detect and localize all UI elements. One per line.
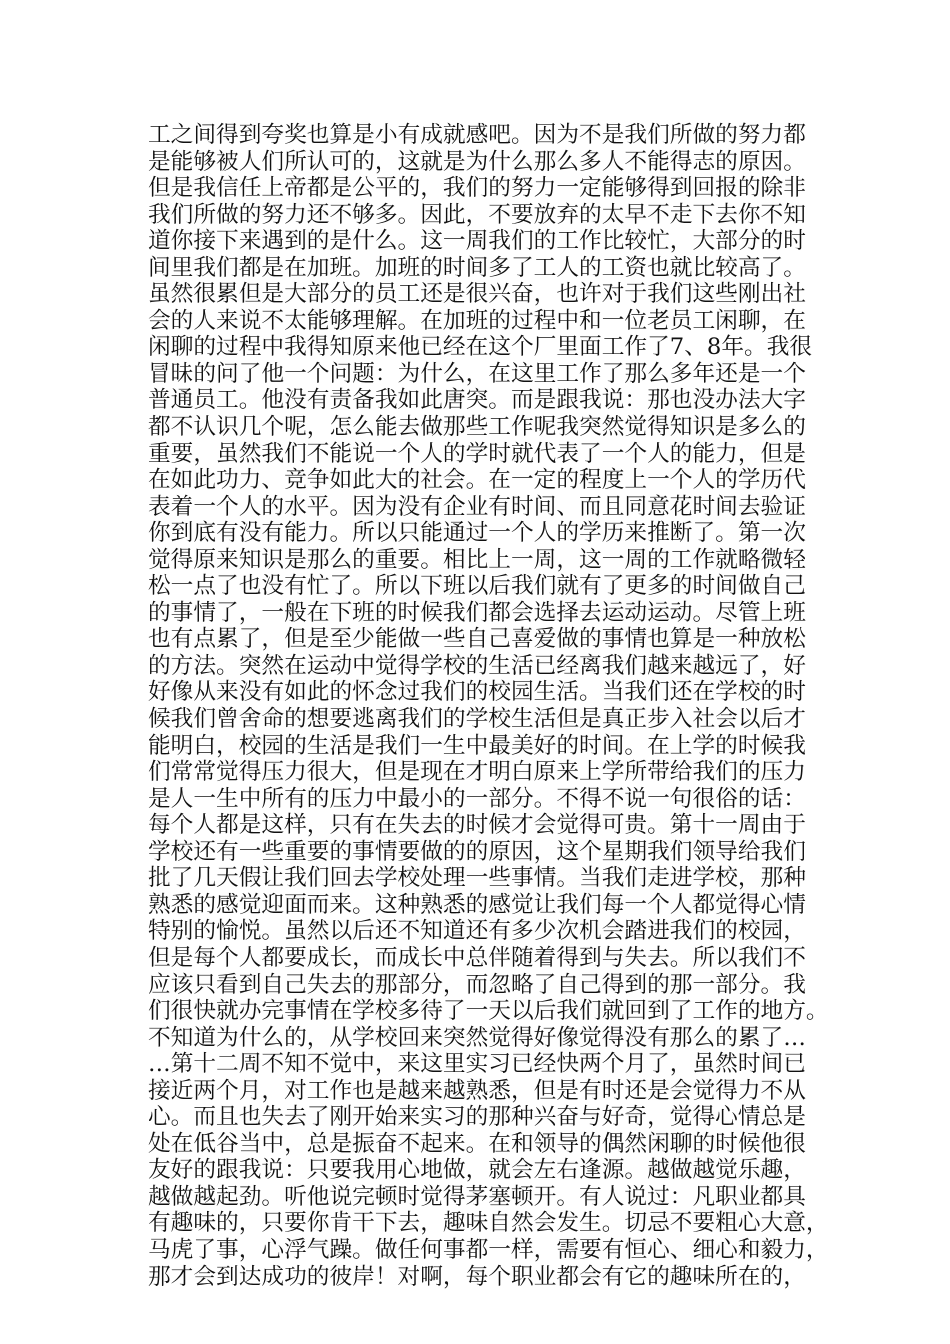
text-line: 在如此功力、竞争如此大的社会。在一定的程度上一个人的学历代 — [148, 467, 806, 494]
text-line: 心。而且也失去了刚开始来实习的那种兴奋与好奇，觉得心情总是 — [148, 1104, 806, 1131]
text-line: 的方法。突然在运动中觉得学校的生活已经离我们越来越远了，好 — [148, 652, 806, 679]
text-line: 道你接下来遇到的是什么。这一周我们的工作比较忙，大部分的时 — [148, 228, 806, 255]
text-line: 闲聊的过程中我得知原来他已经在这个厂里面工作了7、8年。我很 — [148, 334, 813, 361]
text-line: 工之间得到夸奖也算是小有成就感吧。因为不是我们所做的努力都 — [148, 122, 806, 148]
text-line: 会的人来说不太能够理解。在加班的过程中和一位老员工闲聊，在 — [148, 307, 806, 334]
text-line: 都不认识几个呢，怎么能去做那些工作呢我突然觉得知识是多么的 — [148, 414, 806, 441]
text-line: 每个人都是这样，只有在失去的时候才会觉得可贵。第十一周由于 — [148, 812, 806, 839]
text-line: …第十二周不知不觉中，来这里实习已经快两个月了，虽然时间已 — [148, 1051, 806, 1078]
text-line: 的事情了，一般在下班的时候我们都会选择去运动运动。尽管上班 — [148, 599, 806, 626]
text-line: 冒昧的问了他一个问题：为什么，在这里工作了那么多年还是一个 — [148, 360, 806, 387]
text-line: 批了几天假让我们回去学校处理一些事情。当我们走进学校，那种 — [148, 865, 806, 892]
text-line: 虽然很累但是大部分的员工还是很兴奋，也许对于我们这些刚出社 — [148, 281, 806, 308]
text-line: 们常常觉得压力很大，但是现在才明白原来上学所带给我们的压力 — [148, 759, 806, 786]
text-line: 你到底有没有能力。所以只能通过一个人的学历来推断了。第一次 — [148, 520, 806, 547]
text-line: 表着一个人的水平。因为没有企业有时间、而且同意花时间去验证 — [148, 493, 806, 520]
text-line: 应该只看到自己失去的那部分，而忽略了自己得到的那一部分。我 — [148, 971, 806, 998]
text-line: 但是我信任上帝都是公平的，我们的努力一定能够得到回报的除非 — [148, 175, 806, 202]
text-line: 觉得原来知识是那么的重要。相比上一周，这一周的工作就略微轻 — [148, 546, 806, 573]
text-line: 有趣味的，只要你肯干下去，趣味自然会发生。切忌不要粗心大意， — [148, 1210, 829, 1237]
text-line: 熟悉的感觉迎面而来。这种熟悉的感觉让我们每一个人都觉得心情 — [148, 891, 806, 918]
text-line: 友好的跟我说：只要我用心地做，就会左右逢源。越做越觉乐趣， — [148, 1157, 806, 1184]
text-line: 马虎了事，心浮气躁。做任何事都一样，需要有恒心、细心和毅力， — [148, 1236, 829, 1263]
text-line: 越做越起劲。听他说完顿时觉得茅塞顿开。有人说过：凡职业都具 — [148, 1183, 806, 1210]
text-line: 好像从来没有如此的怀念过我们的校园生活。当我们还在学校的时 — [148, 679, 806, 706]
text-line: 间里我们都是在加班。加班的时间多了工人的工资也就比较高了。 — [148, 254, 806, 281]
text-line: 重要，虽然我们不能说一个人的学时就代表了一个人的能力，但是 — [148, 440, 806, 467]
text-line: 能明白，校园的生活是我们一生中最美好的时间。在上学的时候我 — [148, 732, 806, 759]
text-line: 不知道为什么的，从学校回来突然觉得好像觉得没有那么的累了… — [148, 1024, 806, 1051]
text-line: 但是每个人都要成长，而成长中总伴随着得到与失去。所以我们不 — [148, 944, 806, 971]
text-line: 也有点累了，但是至少能做一些自己喜爱做的事情也算是一种放松 — [148, 626, 806, 653]
text-line: 那才会到达成功的彼岸！对啊，每个职业都会有它的趣味所在的， — [148, 1263, 806, 1290]
text-line: 们很快就办完事情在学校多待了一天以后我们就回到了工作的地方。 — [148, 998, 829, 1025]
text-line: 候我们曾舍命的想要逃离我们的学校生活但是真正步入社会以后才 — [148, 706, 806, 733]
text-line: 处在低谷当中，总是振奋不起来。在和领导的偶然闲聊的时候他很 — [148, 1130, 806, 1157]
text-line: 是人一生中所有的压力中最小的一部分。不得不说一句很俗的话： — [148, 785, 806, 812]
body-text — [148, 122, 828, 1290]
text-line: 特别的愉悦。虽然以后还不知道还有多少次机会踏进我们的校园， — [148, 918, 806, 945]
text-line: 我们所做的努力还不够多。因此，不要放弃的太早不走下去你不知 — [148, 201, 806, 228]
text-line: 接近两个月，对工作也是越来越熟悉，但是有时还是会觉得力不从 — [148, 1077, 806, 1104]
text-line: 松一点了也没有忙了。所以下班以后我们就有了更多的时间做自己 — [148, 573, 806, 600]
text-line: 是能够被人们所认可的，这就是为什么那么多人不能得志的原因。 — [148, 148, 806, 175]
text-line: 普通员工。他没有责备我如此唐突。而是跟我说：那也没办法大字 — [148, 387, 806, 414]
text-line: 学校还有一些重要的事情要做的的原因，这个星期我们领导给我们 — [148, 838, 806, 865]
